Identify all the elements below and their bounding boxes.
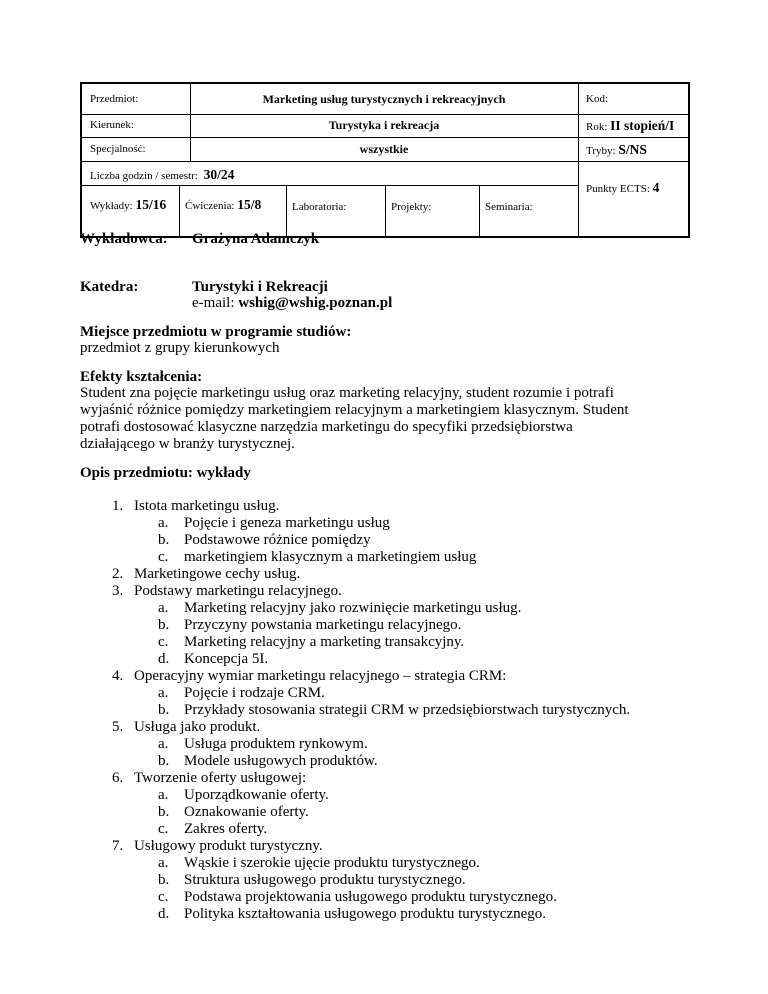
miejsce-text: przedmiot z grupy kierunkowych	[80, 340, 280, 356]
cwiczenia-label: Ćwiczenia:	[185, 200, 235, 212]
cwiczenia-value: 15/8	[237, 197, 262, 212]
ects-field	[586, 181, 659, 195]
rok-label: Rok:	[586, 121, 608, 133]
efekty-line: Student zna pojęcie marketingu usług oraz marketing relacyjny, student rozumie i potrafi	[80, 385, 614, 401]
efekty-line: działającego w branży turystycznej.	[80, 436, 295, 452]
godziny-field	[90, 168, 234, 182]
rok-field	[586, 119, 674, 133]
kierunek-value: Turystyka i rekreacja	[328, 118, 440, 132]
seminaria-label: Seminaria:	[485, 201, 533, 213]
tryby-value: S/NS	[618, 142, 647, 157]
przedmiot-label: Przedmiot:	[90, 93, 139, 105]
ects-label: Punkty ECTS:	[586, 183, 650, 195]
wyklady-label: Wykłady:	[90, 200, 133, 212]
wyklady-field	[90, 198, 166, 212]
wykladowca-value: Grażyna Adamczyk	[192, 231, 320, 247]
laboratoria-label: Laboratoria:	[292, 201, 347, 213]
opis-heading: Opis przedmiotu: wykłady	[80, 465, 251, 481]
tryby-field	[586, 143, 647, 157]
cwiczenia-field	[185, 198, 261, 212]
projekty-label: Projekty:	[391, 201, 432, 213]
email-value: wshig@wshig.poznan.pl	[238, 295, 393, 311]
katedra-value: Turystyki i Rekreacji	[192, 279, 328, 295]
email-label: e-mail:	[192, 295, 235, 311]
ects-value: 4	[652, 180, 660, 195]
miejsce-heading: Miejsce przedmiotu w programie studiów:	[80, 324, 352, 340]
specjalnosc-value: wszystkie	[359, 142, 409, 156]
efekty-heading: Efekty kształcenia:	[80, 369, 203, 385]
wyklady-value: 15/16	[135, 197, 167, 212]
efekty-line: wyjaśnić różnice pomiędzy marketingiem relacyjnym a marketingiem klasycznym. Student	[80, 402, 629, 418]
katedra-label: Katedra:	[80, 279, 139, 295]
efekty-line: potrafi dostosować klasyczne narzędzia marketingu do specyfiki przedsiębiorstwa	[80, 419, 573, 435]
wykladowca-label: Wykładowca:	[80, 231, 168, 247]
kod-label: Kod:	[586, 93, 608, 105]
przedmiot-value: Marketing usług turystycznych i rekreacyjnych	[262, 92, 506, 106]
godziny-label: Liczba godzin / semestr:	[90, 170, 198, 182]
specjalnosc-label: Specjalność:	[90, 143, 146, 155]
kierunek-label: Kierunek:	[90, 119, 134, 131]
tryby-label: Tryby:	[586, 145, 616, 157]
katedra-email	[192, 295, 392, 312]
godziny-value: 30/24	[203, 167, 235, 182]
document-page: Przedmiot: Marketing usług turystycznych i rekreacyjnych Kod: Kierunek: Turystyka i rekreacja Rok: II stopień/I Specjalność: wszystkie Tryby: S/NS Liczba godzin / semestr: 30/24 Punkty ECTS: 4 Wykłady: 15/16 Ćwiczenia: 15/8 Laboratoria: Projekty: Seminaria: Wykładowca: Grażyna Adamczyk Katedra: Turystyki i Rekreacji e-mail: wshig@wshig.poznan.pl Miejsce przedmiotu w programie studiów: przedmiot z grupy kierunkowych Efekty kształcenia: Student zna pojęcie marketingu usług oraz marketing relacyjny, student rozumie i potrafi wyjaśnić różnice pomiędzy marketingiem relacyjnym a marketingiem klasycznym. Student potrafi dostosować klasyczne narzędzia marketingu do specyfiki przedsiębiorstwa działającego w branży turystycznej. Opis przedmiotu: wykłady 1. Istota marketingu usług. a. Pojęcie i geneza marketingu usług b. Podstawowe różnice pomiędzy c. marketingiem klasycznym a marketingiem usług 2. Marketingowe cechy usług. 3. Podstawy marketingu relacyjnego. a. Marketing relacyjny jako rozwinięcie marketingu usług. b. Przyczyny powstania marketingu relacyjnego. c. Marketing relacyjny a marketing transakcyjny. d. Koncepcja 5I. 4. Operacyjny wymiar marketingu relacyjnego – strategia CRM: a. Pojęcie i rodzaje CRM. b. Przykłady stosowania strategii CRM w przedsiębiorstwach turystycznych. 5. Usługa jako produkt. a. Usługa produktem rynkowym. b. Modele usługowych produktów. 6. Tworzenie oferty usługowej: a. Uporządkowanie oferty. b. Oznakowanie oferty. c. Zakres oferty. 7. Usługowy produkt turystyczny. a. Wąskie i szerokie ujęcie produktu turystycznego. b. Struktura usługowego produktu turystycznego. c. Podstawa projektowania usługowego produktu turystycznego. d. Polityka kształtowania usługowego produktu turystycznego.	[0, 0, 768, 994]
course-info-table	[80, 82, 690, 238]
rok-value: II stopień/I	[610, 118, 675, 133]
